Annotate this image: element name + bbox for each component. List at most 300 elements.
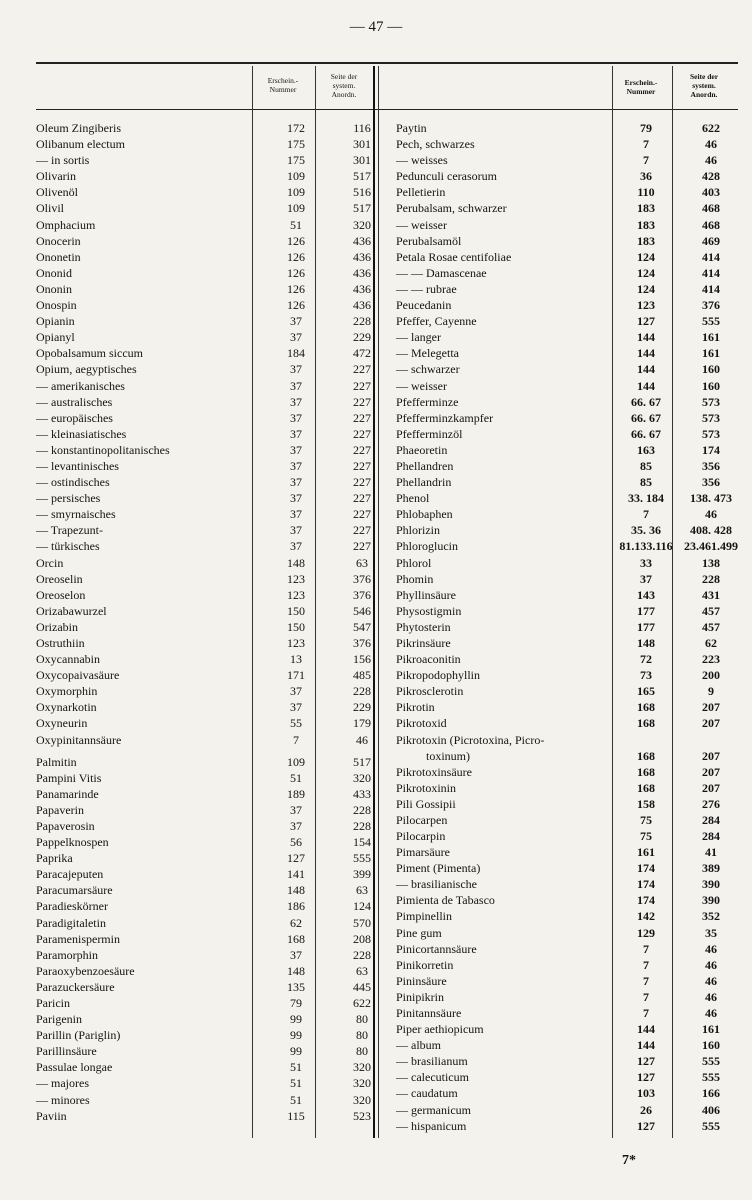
- erschein-nummer: 144: [637, 378, 655, 393]
- entry-name: Pfefferminze: [396, 394, 459, 409]
- entry-name: — europäisches: [36, 410, 113, 425]
- page-number: — 47 —: [349, 19, 403, 35]
- table-row: [36, 233, 376, 249]
- erschein-nummer: 127: [637, 1054, 655, 1069]
- table-row: [36, 361, 376, 377]
- erschein-nummer: 37: [290, 475, 302, 490]
- seite-anordnung: 376: [353, 587, 371, 602]
- left-column: [36, 120, 376, 1124]
- erschein-nummer: 37: [290, 330, 302, 345]
- seite-anordnung: 227: [353, 442, 371, 457]
- entry-name: Oreoselon: [36, 587, 86, 602]
- erschein-nummer: 37: [290, 314, 302, 329]
- erschein-nummer: 66. 67: [631, 426, 661, 441]
- table-row: [396, 442, 741, 458]
- erschein-nummer: 33. 184: [628, 491, 664, 506]
- erschein-nummer: 124: [637, 249, 655, 264]
- entry-name: Oxycopaivasäure: [36, 668, 120, 683]
- header-right-seite: Seite der system. Anordn.: [689, 72, 719, 99]
- entry-name: — minores: [36, 1092, 90, 1107]
- table-row: [396, 297, 741, 313]
- erschein-nummer: 183: [637, 201, 655, 216]
- entry-name: Oxycannabin: [36, 652, 100, 667]
- table-row: [396, 780, 741, 796]
- entry-name: — australisches: [36, 394, 113, 409]
- table-row: [396, 1037, 741, 1053]
- seite-anordnung: 436: [353, 298, 371, 313]
- seite-anordnung: 523: [353, 1108, 371, 1123]
- entry-name: — kleinasiatisches: [36, 426, 127, 441]
- entry-name: Pikroaconitin: [396, 652, 461, 667]
- table-row: [396, 426, 741, 442]
- entry-name: Petala Rosae centifoliae: [396, 249, 512, 264]
- erschein-nummer: 126: [287, 281, 305, 296]
- erschein-nummer: 127: [637, 1070, 655, 1085]
- entry-name: — smyrnaisches: [36, 507, 116, 522]
- erschein-nummer: 144: [637, 346, 655, 361]
- seite-anordnung: 555: [702, 1070, 720, 1085]
- table-row: [396, 844, 741, 860]
- table-row: [36, 265, 376, 281]
- seite-anordnung: 46: [705, 957, 717, 972]
- entry-name: Pikrosclerotin: [396, 684, 464, 699]
- seite-anordnung: 227: [353, 426, 371, 441]
- table-row: [396, 200, 741, 216]
- seite-anordnung: 436: [353, 281, 371, 296]
- erschein-nummer: 161: [637, 845, 655, 860]
- table-row: [396, 217, 741, 233]
- seite-anordnung: 41: [705, 845, 717, 860]
- erschein-nummer: 37: [290, 491, 302, 506]
- seite-anordnung: 399: [353, 867, 371, 882]
- entry-name: Pine gum: [396, 925, 442, 940]
- seite-anordnung: 284: [702, 828, 720, 843]
- entry-name: Phlobaphen: [396, 507, 453, 522]
- seite-anordnung: 166: [702, 1086, 720, 1101]
- entry-name: Pikrotoxinin: [396, 780, 457, 795]
- table-row: [396, 538, 741, 554]
- table-row: [36, 947, 376, 963]
- entry-name: — brasilianum: [396, 1054, 468, 1069]
- erschein-nummer: 7: [643, 137, 649, 152]
- entry-name: Pikrinsäure: [396, 636, 451, 650]
- table-row: [36, 426, 376, 442]
- table-row: [36, 667, 376, 683]
- seite-anordnung: 431: [702, 587, 720, 602]
- seite-anordnung: 227: [353, 523, 371, 538]
- table-row: [396, 715, 741, 731]
- seite-anordnung: 320: [353, 1092, 371, 1107]
- erschein-nummer: 126: [287, 265, 305, 280]
- seite-anordnung: 320: [353, 1060, 371, 1075]
- seite-anordnung: 546: [353, 603, 371, 618]
- top-rule: [36, 62, 738, 64]
- table-row: [396, 812, 741, 828]
- table-row: [36, 168, 376, 184]
- table-row: [36, 200, 376, 216]
- erschein-nummer: 37: [290, 802, 302, 817]
- erschein-nummer: 51: [290, 217, 302, 232]
- erschein-nummer: 7: [643, 1005, 649, 1020]
- erschein-nummer: 85: [640, 475, 652, 490]
- seite-anordnung: 356: [702, 475, 720, 490]
- seite-anordnung: 555: [702, 1054, 720, 1069]
- erschein-nummer: 26: [640, 1102, 652, 1117]
- seite-anordnung: 227: [353, 394, 371, 409]
- seite-anordnung: 62: [705, 636, 717, 650]
- entry-name: Perubalsamöl: [396, 233, 462, 248]
- seite-anordnung: 445: [353, 979, 371, 994]
- entry-name: Orizabin: [36, 619, 78, 634]
- erschein-nummer: 126: [287, 233, 305, 248]
- erschein-nummer: 141: [287, 867, 305, 882]
- seite-anordnung: 160: [702, 362, 720, 377]
- erschein-nummer: 7: [293, 732, 299, 747]
- erschein-nummer: 51: [290, 1076, 302, 1091]
- entry-name: — weisser: [396, 378, 447, 393]
- entry-name: Pelletierin: [396, 185, 446, 200]
- seite-anordnung: 436: [353, 265, 371, 280]
- erschein-nummer: 109: [287, 185, 305, 200]
- table-row: [396, 1053, 741, 1069]
- entry-name: Ononid: [36, 265, 72, 280]
- seite-anordnung: 468: [702, 201, 720, 216]
- seite-anordnung: 227: [353, 507, 371, 522]
- entry-name: Paracumarsäure: [36, 883, 113, 898]
- erschein-nummer: 55: [290, 716, 302, 731]
- seite-anordnung: 406: [702, 1102, 720, 1117]
- entry-name: — — rubrae: [396, 281, 457, 296]
- entry-name: Oleum Zingiberis: [36, 121, 121, 135]
- entry-name: Pedunculi cerasorum: [396, 169, 497, 184]
- table-row: [36, 120, 376, 136]
- entry-name: — türkisches: [36, 539, 100, 554]
- entry-name: Ononin: [36, 281, 72, 296]
- seite-anordnung: 468: [702, 217, 720, 232]
- table-row: [36, 394, 376, 410]
- table-row: [396, 587, 741, 603]
- erschein-nummer: 51: [290, 770, 302, 785]
- erschein-nummer: 99: [290, 1012, 302, 1027]
- seite-anordnung: 23.461.499: [684, 539, 738, 554]
- erschein-nummer: 172: [287, 121, 305, 135]
- erschein-nummer: 177: [637, 603, 655, 618]
- table-row: [396, 1069, 741, 1085]
- seite-anordnung: 469: [702, 233, 720, 248]
- seite-anordnung: 352: [702, 909, 720, 924]
- table-row: [36, 345, 376, 361]
- header-right-erschein: Erschein.- Nummer: [624, 78, 658, 96]
- erschein-nummer: 165: [637, 684, 655, 699]
- seite-anordnung: 161: [702, 330, 720, 345]
- seite-anordnung: 436: [353, 233, 371, 248]
- table-row: [396, 603, 741, 619]
- seite-anordnung: 376: [353, 636, 371, 650]
- entry-name: Oxymorphin: [36, 684, 98, 699]
- entry-name: — Melegetta: [396, 346, 459, 361]
- entry-name: Palmitin: [36, 754, 77, 769]
- seite-anordnung: 472: [353, 346, 371, 361]
- entry-name: — ostindisches: [36, 475, 110, 490]
- table-row: [396, 410, 741, 426]
- table-row: [36, 538, 376, 554]
- entry-name: Olibanum electum: [36, 137, 125, 152]
- erschein-nummer: 123: [287, 587, 305, 602]
- table-row: [396, 233, 741, 249]
- table-row: [396, 1005, 741, 1021]
- table-row: [396, 120, 741, 136]
- table-row: [36, 683, 376, 699]
- erschein-nummer: 37: [290, 442, 302, 457]
- seite-anordnung: 390: [702, 893, 720, 908]
- table-row: [396, 313, 741, 329]
- seite-anordnung: 389: [702, 861, 720, 876]
- erschein-nummer: 33: [640, 555, 652, 570]
- entry-name: Phenol: [396, 491, 430, 506]
- erschein-nummer: 110: [637, 185, 655, 200]
- erschein-nummer: 37: [640, 571, 652, 586]
- entry-name: Paraoxybenzoesäure: [36, 963, 135, 978]
- entry-name: — brasilianische: [396, 877, 477, 892]
- table-row: [36, 732, 376, 754]
- erschein-nummer: 148: [637, 636, 655, 650]
- table-row: [36, 754, 376, 770]
- erschein-nummer: 158: [637, 796, 655, 811]
- seite-anordnung: 138. 473: [690, 491, 732, 506]
- table-row: [36, 555, 376, 571]
- table-row: [396, 152, 741, 168]
- erschein-nummer: 168: [637, 716, 655, 731]
- entry-name: Pimienta de Tabasco: [396, 893, 495, 908]
- seite-anordnung: 63: [356, 963, 368, 978]
- entry-name: Paramorphin: [36, 947, 98, 962]
- entry-name: Omphacium: [36, 217, 96, 232]
- table-row: [396, 925, 741, 941]
- erschein-nummer: 37: [290, 378, 302, 393]
- entry-name: Oxynarkotin: [36, 700, 97, 715]
- entry-name: Opium, aegyptisches: [36, 362, 137, 377]
- entry-name: Paricin: [36, 995, 70, 1010]
- erschein-nummer: 127: [637, 314, 655, 329]
- header-left-seite: Seite der system. Anordn.: [330, 72, 358, 99]
- seite-anordnung: 223: [702, 652, 720, 667]
- seite-anordnung: 116: [353, 121, 371, 135]
- table-row: [396, 1118, 741, 1134]
- erschein-nummer: 37: [290, 700, 302, 715]
- entry-name: Piment (Pimenta): [396, 861, 481, 876]
- erschein-nummer: 37: [290, 684, 302, 699]
- entry-name: Pfefferminzöl: [396, 426, 463, 441]
- erschein-nummer: 168: [287, 931, 305, 946]
- erschein-nummer: 123: [287, 571, 305, 586]
- table-row: [396, 329, 741, 345]
- seite-anordnung: 376: [702, 298, 720, 313]
- table-row: [396, 941, 741, 957]
- entry-name: Pilocarpin: [396, 828, 446, 843]
- seite-anordnung: 227: [353, 458, 371, 473]
- erschein-nummer: 148: [287, 555, 305, 570]
- erschein-nummer: 183: [637, 217, 655, 232]
- seite-anordnung: 622: [702, 121, 720, 135]
- seite-anordnung: 46: [705, 941, 717, 956]
- seite-anordnung: 356: [702, 458, 720, 473]
- entry-name: Pinikorretin: [396, 957, 454, 972]
- seite-anordnung: 80: [356, 1044, 368, 1059]
- entry-name: Paracajeputen: [36, 867, 104, 882]
- erschein-nummer: 175: [287, 153, 305, 168]
- erschein-nummer: 73: [640, 668, 652, 683]
- erschein-nummer: 186: [287, 899, 305, 914]
- entry-name: — hispanicum: [396, 1118, 467, 1133]
- seite-anordnung: 622: [353, 995, 371, 1010]
- seite-anordnung: 436: [353, 249, 371, 264]
- seite-anordnung: 428: [702, 169, 720, 184]
- seite-anordnung: 46: [705, 137, 717, 152]
- seite-anordnung: 160: [702, 378, 720, 393]
- seite-anordnung: 517: [353, 169, 371, 184]
- seite-anordnung: 154: [353, 835, 371, 850]
- table-row: [396, 394, 741, 410]
- entry-name: Pilocarpen: [396, 812, 448, 827]
- entry-name: Pfefferminzkampfer: [396, 410, 494, 425]
- table-row: [396, 957, 741, 973]
- table-row: [36, 184, 376, 200]
- entry-name: Phytosterin: [396, 619, 451, 634]
- entry-name: Ostruthiin: [36, 636, 85, 650]
- erschein-nummer: 37: [290, 947, 302, 962]
- erschein-nummer: 126: [287, 298, 305, 313]
- entry-name: Pikrotin: [396, 700, 435, 715]
- table-row: [36, 152, 376, 168]
- erschein-nummer: 81.133.116: [619, 539, 673, 554]
- entry-name: Pikrotoxin (Picrotoxina, Picro- toxinum): [396, 732, 545, 763]
- table-row: [396, 635, 741, 651]
- entry-name: Phellandren: [396, 458, 454, 473]
- seite-anordnung: 228: [702, 571, 720, 586]
- entry-name: Phloroglucin: [396, 539, 458, 554]
- erschein-nummer: 115: [287, 1108, 305, 1123]
- header-rule: [36, 109, 738, 110]
- table-row: [396, 168, 741, 184]
- erschein-nummer: 174: [637, 893, 655, 908]
- entry-name: Parazuckersäure: [36, 979, 115, 994]
- entry-name: Pinitannsäure: [396, 1005, 462, 1020]
- entry-name: Olivarin: [36, 169, 76, 184]
- entry-name: — konstantinopolitanisches: [36, 442, 170, 457]
- seite-anordnung: 174: [702, 442, 720, 457]
- table-row: [36, 802, 376, 818]
- seite-anordnung: 390: [702, 877, 720, 892]
- seite-anordnung: 63: [356, 555, 368, 570]
- entry-name: Oreoselin: [36, 571, 83, 586]
- table-row: [36, 866, 376, 882]
- entry-name: Perubalsam, schwarzer: [396, 201, 507, 216]
- entry-name: Pfeffer, Cayenne: [396, 314, 477, 329]
- table-row: [36, 410, 376, 426]
- entry-name: — caudatum: [396, 1086, 458, 1101]
- seite-anordnung: 207: [702, 748, 720, 763]
- seite-anordnung: 573: [702, 410, 720, 425]
- seite-anordnung: 517: [353, 201, 371, 216]
- seite-anordnung: 433: [353, 786, 371, 801]
- table-row: [36, 1059, 376, 1075]
- seite-anordnung: 517: [353, 754, 371, 769]
- seite-anordnung: 485: [353, 668, 371, 683]
- entry-name: Paprika: [36, 851, 73, 866]
- erschein-nummer: 75: [640, 812, 652, 827]
- entry-name: Opobalsamum siccum: [36, 346, 143, 361]
- entry-name: — in sortis: [36, 153, 90, 168]
- table-row: [36, 619, 376, 635]
- table-row: [36, 474, 376, 490]
- seite-anordnung: 63: [356, 883, 368, 898]
- entry-name: Pikrotoxid: [396, 716, 447, 731]
- table-row: [36, 442, 376, 458]
- table-row: [396, 136, 741, 152]
- table-row: [396, 651, 741, 667]
- erschein-nummer: 144: [637, 1022, 655, 1037]
- table-row: [396, 281, 741, 297]
- erschein-nummer: 99: [290, 1044, 302, 1059]
- table-row: [36, 506, 376, 522]
- erschein-nummer: 168: [637, 748, 655, 763]
- table-row: [396, 699, 741, 715]
- entry-name: Phellandrin: [396, 475, 452, 490]
- erschein-nummer: 85: [640, 458, 652, 473]
- entry-name: — levantinisches: [36, 458, 119, 473]
- seite-anordnung: 208: [353, 931, 371, 946]
- seite-anordnung: 46: [705, 989, 717, 1004]
- erschein-nummer: 37: [290, 523, 302, 538]
- erschein-nummer: 174: [637, 861, 655, 876]
- header-left-erschein: Erschein.- Nummer: [267, 76, 299, 94]
- seite-anordnung: 284: [702, 812, 720, 827]
- entry-name: Passulae longae: [36, 1060, 113, 1075]
- entry-name: — — Damascenae: [396, 265, 487, 280]
- seite-anordnung: 160: [702, 1038, 720, 1053]
- erschein-nummer: 150: [287, 619, 305, 634]
- table-row: [36, 786, 376, 802]
- entry-name: Olivenöl: [36, 185, 78, 200]
- table-row: [36, 217, 376, 233]
- entry-name: Phlorol: [396, 555, 432, 570]
- erschein-nummer: 144: [637, 1038, 655, 1053]
- table-row: [396, 265, 741, 281]
- table-row: [396, 378, 741, 394]
- entry-name: Phomin: [396, 571, 434, 586]
- seite-anordnung: 227: [353, 378, 371, 393]
- table-row: [396, 892, 741, 908]
- entry-name: Pikrotoxinsäure: [396, 764, 472, 779]
- erschein-nummer: 143: [637, 587, 655, 602]
- signature-mark: 7*: [622, 1153, 636, 1168]
- seite-anordnung: 138: [702, 555, 720, 570]
- table-row: [36, 1027, 376, 1043]
- table-row: [396, 571, 741, 587]
- erschein-nummer: 148: [287, 883, 305, 898]
- entry-name: — langer: [396, 330, 441, 345]
- erschein-nummer: 79: [290, 995, 302, 1010]
- seite-anordnung: 227: [353, 362, 371, 377]
- entry-name: Phlorizin: [396, 523, 440, 538]
- seite-anordnung: 161: [702, 346, 720, 361]
- entry-name: Pech, schwarzes: [396, 137, 475, 152]
- erschein-nummer: 168: [637, 780, 655, 795]
- table-row: [36, 882, 376, 898]
- table-row: [396, 876, 741, 892]
- seite-anordnung: 46: [705, 507, 717, 522]
- table-row: [396, 1102, 741, 1118]
